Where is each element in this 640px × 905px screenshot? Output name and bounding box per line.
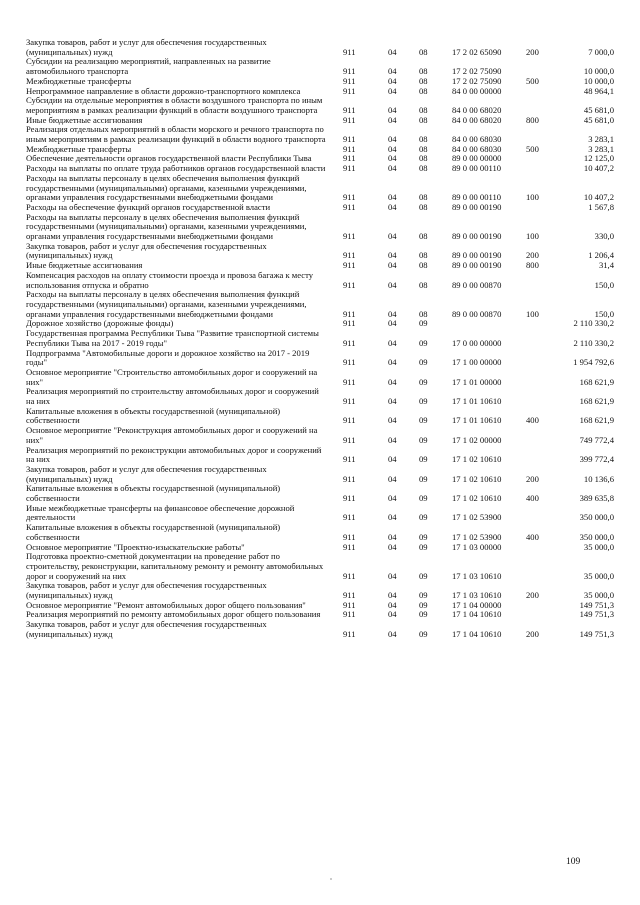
section-cell: 04 xyxy=(388,590,397,601)
amount-cell: 1 206,4 xyxy=(588,250,614,261)
amount-cell: 10 000,0 xyxy=(583,75,614,86)
amount-cell: 1 567,8 xyxy=(588,201,614,212)
table-row xyxy=(26,465,616,484)
section-cell: 04 xyxy=(388,454,397,465)
table-row xyxy=(26,552,616,581)
table-row xyxy=(26,387,616,406)
target-article-cell: 89 0 00 00870 xyxy=(452,279,502,290)
subsection-cell: 08 xyxy=(419,143,428,154)
item-name-cell: Иные межбюджетные трансферты на финансовое обеспечение дорожной деятельности xyxy=(26,502,295,523)
subsection-cell: 09 xyxy=(419,512,428,523)
subsection-cell: 08 xyxy=(419,163,428,174)
item-name-cell: Закупка товаров, работ и услуг для обеспечения государственных (муниципальных) нужд xyxy=(26,463,267,484)
target-article-cell: 17 1 01 10610 xyxy=(452,396,502,407)
section-cell: 04 xyxy=(388,46,397,57)
item-name-cell: Основное мероприятие "Ремонт автомобильных дорог общего пользования" xyxy=(26,599,306,610)
section-cell: 04 xyxy=(388,599,397,610)
target-article-cell: 17 1 01 00000 xyxy=(452,376,502,387)
scan-speck xyxy=(330,878,332,880)
amount-cell: 350 000,0 xyxy=(579,512,614,523)
amount-cell: 31,4 xyxy=(598,260,614,271)
admin-code-cell: 911 xyxy=(343,396,356,407)
expense-type-cell: 200 xyxy=(526,473,539,484)
target-article-cell: 17 1 00 00000 xyxy=(452,357,502,368)
amount-cell: 45 681,0 xyxy=(583,114,614,125)
target-article-cell: 17 1 02 53900 xyxy=(452,531,502,542)
target-article-cell: 17 1 02 10610 xyxy=(452,493,502,504)
target-article-cell: 89 0 00 00190 xyxy=(452,201,502,212)
subsection-cell: 09 xyxy=(419,454,428,465)
table-row xyxy=(26,484,616,503)
section-cell: 04 xyxy=(388,163,397,174)
target-article-cell: 84 0 00 68030 xyxy=(452,134,502,145)
section-cell: 04 xyxy=(388,415,397,426)
amount-cell: 168 621,9 xyxy=(579,396,614,407)
table-row xyxy=(26,426,616,445)
section-cell: 04 xyxy=(388,531,397,542)
section-cell: 04 xyxy=(388,570,397,581)
item-name-cell: Расходы на выплаты персоналу в целях обеспечения выполнения функций государственными (муниципальными) органами, казенными учреждениями, органами управления государственными внебюджетными фондами xyxy=(26,211,307,242)
target-article-cell: 89 0 00 00000 xyxy=(452,153,502,164)
amount-cell: 10 407,2 xyxy=(583,163,614,174)
section-cell: 04 xyxy=(388,473,397,484)
section-cell: 04 xyxy=(388,628,397,639)
budget-table xyxy=(26,38,616,640)
subsection-cell: 09 xyxy=(419,434,428,445)
expense-type-cell: 500 xyxy=(526,75,539,86)
section-cell: 04 xyxy=(388,434,397,445)
subsection-cell: 08 xyxy=(419,153,428,164)
section-cell: 04 xyxy=(388,66,397,77)
expense-type-cell: 800 xyxy=(526,114,539,125)
target-article-cell: 17 1 04 00000 xyxy=(452,599,502,610)
amount-cell: 3 283,1 xyxy=(588,134,614,145)
amount-cell: 149 751,3 xyxy=(579,609,614,620)
amount-cell: 389 635,8 xyxy=(579,493,614,504)
amount-cell: 150,0 xyxy=(594,279,614,290)
target-article-cell: 17 1 01 10610 xyxy=(452,415,502,426)
amount-cell: 3 283,1 xyxy=(588,143,614,154)
expense-type-cell: 800 xyxy=(526,260,539,271)
table-row xyxy=(26,349,616,368)
section-cell: 04 xyxy=(388,143,397,154)
admin-code-cell: 911 xyxy=(343,337,356,348)
expense-type-cell: 200 xyxy=(526,250,539,261)
section-cell: 04 xyxy=(388,260,397,271)
item-name-cell: Расходы на выплаты персоналу в целях обеспечения выполнения функций государственными (муниципальными) органами, казенными учреждениями, органами управления государственными внебюджетными фондами xyxy=(26,172,307,203)
section-cell: 04 xyxy=(388,493,397,504)
table-row xyxy=(26,329,616,348)
section-cell: 04 xyxy=(388,357,397,368)
amount-cell: 168 621,9 xyxy=(579,376,614,387)
subsection-cell: 09 xyxy=(419,493,428,504)
subsection-cell: 09 xyxy=(419,531,428,542)
item-name-cell: Реализация отдельных мероприятий в области морского и речного транспорта по иным мероприятиям в рамках реализации функций в области водного транспорта xyxy=(26,124,326,145)
subsection-cell: 08 xyxy=(419,250,428,261)
subsection-cell: 08 xyxy=(419,231,428,242)
expense-type-cell: 200 xyxy=(526,46,539,57)
admin-code-cell: 911 xyxy=(343,454,356,465)
subsection-cell: 09 xyxy=(419,318,428,329)
admin-code-cell: 911 xyxy=(343,163,356,174)
admin-code-cell: 911 xyxy=(343,493,356,504)
admin-code-cell: 911 xyxy=(343,201,356,212)
admin-code-cell: 911 xyxy=(343,609,356,620)
admin-code-cell: 911 xyxy=(343,153,356,164)
amount-cell: 7 000,0 xyxy=(588,46,614,57)
admin-code-cell: 911 xyxy=(343,531,356,542)
subsection-cell: 08 xyxy=(419,134,428,145)
admin-code-cell: 911 xyxy=(343,357,356,368)
item-name-cell: Закупка товаров, работ и услуг для обеспечения государственных (муниципальных) нужд xyxy=(26,580,267,601)
target-article-cell: 17 1 03 10610 xyxy=(452,590,502,601)
subsection-cell: 09 xyxy=(419,609,428,620)
subsection-cell: 09 xyxy=(419,599,428,610)
subsection-cell: 09 xyxy=(419,376,428,387)
admin-code-cell: 911 xyxy=(343,434,356,445)
subsection-cell: 08 xyxy=(419,114,428,125)
amount-cell: 1 954 792,6 xyxy=(573,357,614,368)
target-article-cell: 17 2 02 75090 xyxy=(452,66,502,77)
item-name-cell: Закупка товаров, работ и услуг для обеспечения государственных (муниципальных) нужд xyxy=(26,240,267,261)
item-name-cell: Иные бюджетные ассигнования xyxy=(26,114,143,125)
admin-code-cell: 911 xyxy=(343,134,356,145)
target-article-cell: 84 0 00 00000 xyxy=(452,85,502,96)
item-name-cell: Подготовка проектно-сметной документации на проведение работ по строительству, реконструкции, капитальному ремонту и ремонту автомобильных дорог и сооружений на них xyxy=(26,551,324,581)
expense-type-cell: 200 xyxy=(526,590,539,601)
amount-cell: 149 751,3 xyxy=(579,628,614,639)
item-name-cell: Непрограммное направление в области дорожно-транспортного комплекса xyxy=(26,85,301,96)
target-article-cell: 17 1 02 53900 xyxy=(452,512,502,523)
page-number: 109 xyxy=(566,857,581,867)
target-article-cell: 17 1 02 10610 xyxy=(452,454,502,465)
target-article-cell: 84 0 00 68020 xyxy=(452,114,502,125)
table-row xyxy=(26,581,616,600)
amount-cell: 35 000,0 xyxy=(583,590,614,601)
item-name-cell: Основное мероприятие "Строительство автомобильных дорог и сооружений на них" xyxy=(26,366,318,387)
amount-cell: 35 000,0 xyxy=(583,570,614,581)
admin-code-cell: 911 xyxy=(343,85,356,96)
item-name-cell: Капитальные вложения в объекты государственной (муниципальной) собственности xyxy=(26,522,281,542)
subsection-cell: 08 xyxy=(419,201,428,212)
subsection-cell: 08 xyxy=(419,192,428,203)
section-cell: 04 xyxy=(388,512,397,523)
admin-code-cell: 911 xyxy=(343,250,356,261)
table-row xyxy=(26,38,616,57)
expense-type-cell: 400 xyxy=(526,531,539,542)
admin-code-cell: 911 xyxy=(343,231,356,242)
admin-code-cell: 911 xyxy=(343,279,356,290)
admin-code-cell: 911 xyxy=(343,260,356,271)
section-cell: 04 xyxy=(388,396,397,407)
admin-code-cell: 911 xyxy=(343,415,356,426)
table-row xyxy=(26,174,616,203)
section-cell: 04 xyxy=(388,104,397,115)
item-name-cell: Реализация мероприятий по реконструкции автомобильных дорог и сооружений на них xyxy=(26,444,322,465)
subsection-cell: 08 xyxy=(419,75,428,86)
expense-type-cell: 200 xyxy=(526,628,539,639)
section-cell: 04 xyxy=(388,609,397,620)
item-name-cell: Реализация мероприятий по ремонту автомобильных дорог общего пользования xyxy=(26,609,321,620)
subsection-cell: 09 xyxy=(419,337,428,348)
subsection-cell: 08 xyxy=(419,85,428,96)
table-row xyxy=(26,407,616,426)
admin-code-cell: 911 xyxy=(343,308,356,319)
admin-code-cell: 911 xyxy=(343,628,356,639)
target-article-cell: 89 0 00 00870 xyxy=(452,308,502,319)
admin-code-cell: 911 xyxy=(343,512,356,523)
section-cell: 04 xyxy=(388,134,397,145)
section-cell: 04 xyxy=(388,231,397,242)
amount-cell: 149 751,3 xyxy=(579,599,614,610)
item-name-cell: Реализация мероприятий по строительству автомобильных дорог и сооружений на них xyxy=(26,386,319,407)
item-name-cell: Субсидии на реализацию мероприятий, направленных на развитие автомобильного транспорта xyxy=(26,56,271,77)
amount-cell: 150,0 xyxy=(594,308,614,319)
table-row xyxy=(26,368,616,387)
section-cell: 04 xyxy=(388,337,397,348)
amount-cell: 749 772,4 xyxy=(579,434,614,445)
target-article-cell: 89 0 00 00190 xyxy=(452,250,502,261)
item-name-cell: Иные бюджетные ассигнования xyxy=(26,260,143,271)
admin-code-cell: 911 xyxy=(343,541,356,552)
amount-cell: 48 964,1 xyxy=(583,85,614,96)
amount-cell: 10 407,2 xyxy=(583,192,614,203)
table-row xyxy=(26,125,616,144)
target-article-cell: 84 0 00 68020 xyxy=(452,104,502,115)
section-cell: 04 xyxy=(388,376,397,387)
target-article-cell: 17 1 03 10610 xyxy=(452,570,502,581)
subsection-cell: 09 xyxy=(419,590,428,601)
amount-cell: 2 110 330,2 xyxy=(573,337,614,348)
target-article-cell: 17 1 03 00000 xyxy=(452,541,502,552)
expense-type-cell: 400 xyxy=(526,415,539,426)
admin-code-cell: 911 xyxy=(343,192,356,203)
target-article-cell: 84 0 00 68030 xyxy=(452,143,502,154)
item-name-cell: Закупка товаров, работ и услуг для обеспечения государственных (муниципальных) нужд xyxy=(26,619,267,639)
item-name-cell: Основное мероприятие "Проектно-изыскательские работы" xyxy=(26,541,245,552)
admin-code-cell: 911 xyxy=(343,473,356,484)
subsection-cell: 09 xyxy=(419,415,428,426)
section-cell: 04 xyxy=(388,250,397,261)
admin-code-cell: 911 xyxy=(343,318,356,329)
item-name-cell: Государственная программа Республики Тыва "Развитие транспортной системы Республики Тыва на 2017 - 2019 годы" xyxy=(26,328,319,348)
amount-cell: 35 000,0 xyxy=(583,541,614,552)
target-article-cell: 17 1 02 00000 xyxy=(452,434,502,445)
section-cell: 04 xyxy=(388,153,397,164)
table-row xyxy=(26,290,616,319)
table-row xyxy=(26,523,616,542)
expense-type-cell: 400 xyxy=(526,493,539,504)
admin-code-cell: 911 xyxy=(343,66,356,77)
table-row xyxy=(26,271,616,290)
amount-cell: 399 772,4 xyxy=(579,454,614,465)
table-row xyxy=(26,96,616,115)
item-name-cell: Субсидии на отдельные мероприятия в области воздушного транспорта по иным мероприятиям в рамках реализации функций в области воздушного транспорта xyxy=(26,95,323,115)
item-name-cell: Закупка товаров, работ и услуг для обеспечения государственных (муниципальных) нужд xyxy=(26,37,267,57)
admin-code-cell: 911 xyxy=(343,114,356,125)
subsection-cell: 09 xyxy=(419,628,428,639)
item-name-cell: Дорожное хозяйство (дорожные фонды) xyxy=(26,318,174,329)
amount-cell: 45 681,0 xyxy=(583,104,614,115)
item-name-cell: Капитальные вложения в объекты государственной (муниципальной) собственности xyxy=(26,483,281,504)
subsection-cell: 08 xyxy=(419,104,428,115)
admin-code-cell: 911 xyxy=(343,376,356,387)
table-row xyxy=(26,446,616,465)
subsection-cell: 09 xyxy=(419,541,428,552)
admin-code-cell: 911 xyxy=(343,143,356,154)
item-name-cell: Подпрограмма "Автомобильные дороги и дорожное хозяйство на 2017 - 2019 годы" xyxy=(26,347,310,368)
expense-type-cell: 100 xyxy=(526,231,539,242)
section-cell: 04 xyxy=(388,85,397,96)
item-name-cell: Межбюджетные трансферты xyxy=(26,75,132,86)
subsection-cell: 08 xyxy=(419,279,428,290)
table-row xyxy=(26,57,616,76)
item-name-cell: Основное мероприятие "Реконструкция автомобильных дорог и сооружений на них" xyxy=(26,425,318,445)
section-cell: 04 xyxy=(388,192,397,203)
subsection-cell: 09 xyxy=(419,396,428,407)
table-row xyxy=(26,213,616,242)
section-cell: 04 xyxy=(388,279,397,290)
item-name-cell: Капитальные вложения в объекты государственной (муниципальной) собственности xyxy=(26,405,281,426)
target-article-cell: 89 0 00 00190 xyxy=(452,231,502,242)
target-article-cell: 17 2 02 65090 xyxy=(452,46,502,57)
subsection-cell: 09 xyxy=(419,357,428,368)
target-article-cell: 17 0 00 00000 xyxy=(452,337,502,348)
expense-type-cell: 100 xyxy=(526,192,539,203)
section-cell: 04 xyxy=(388,75,397,86)
expense-type-cell: 100 xyxy=(526,308,539,319)
target-article-cell: 89 0 00 00110 xyxy=(452,163,502,174)
amount-cell: 2 110 330,2 xyxy=(573,318,614,329)
target-article-cell: 17 1 04 10610 xyxy=(452,628,502,639)
amount-cell: 10 136,6 xyxy=(583,473,614,484)
section-cell: 04 xyxy=(388,541,397,552)
admin-code-cell: 911 xyxy=(343,570,356,581)
table-row xyxy=(26,242,616,261)
amount-cell: 350 000,0 xyxy=(579,531,614,542)
subsection-cell: 08 xyxy=(419,46,428,57)
table-row xyxy=(26,504,616,523)
subsection-cell: 09 xyxy=(419,473,428,484)
item-name-cell: Расходы на выплаты по оплате труда работников органов государственной власти xyxy=(26,163,326,174)
expense-type-cell: 500 xyxy=(526,143,539,154)
item-name-cell: Обеспечение деятельности органов государственной власти Республики Тыва xyxy=(26,153,312,164)
target-article-cell: 17 1 02 10610 xyxy=(452,473,502,484)
amount-cell: 10 000,0 xyxy=(583,66,614,77)
section-cell: 04 xyxy=(388,201,397,212)
item-name-cell: Расходы на выплаты персоналу в целях обеспечения выполнения функций государственными (муниципальными) органами, казенными учреждениями, органами управления государственными внебюджетными фондами xyxy=(26,289,307,319)
target-article-cell: 89 0 00 00190 xyxy=(452,260,502,271)
item-name-cell: Компенсация расходов на оплату стоимости проезда и провоза багажа к месту использования отпуска и обратно xyxy=(26,269,314,290)
item-name-cell: Межбюджетные трансферты xyxy=(26,143,132,154)
item-name-cell: Расходы на обеспечение функций органов государственной власти xyxy=(26,201,271,212)
section-cell: 04 xyxy=(388,114,397,125)
subsection-cell: 08 xyxy=(419,260,428,271)
section-cell: 04 xyxy=(388,318,397,329)
subsection-cell: 08 xyxy=(419,308,428,319)
subsection-cell: 08 xyxy=(419,66,428,77)
admin-code-cell: 911 xyxy=(343,590,356,601)
target-article-cell: 89 0 00 00110 xyxy=(452,192,502,203)
section-cell: 04 xyxy=(388,308,397,319)
admin-code-cell: 911 xyxy=(343,75,356,86)
subsection-cell: 09 xyxy=(419,570,428,581)
target-article-cell: 17 2 02 75090 xyxy=(452,75,502,86)
target-article-cell: 17 1 04 10610 xyxy=(452,609,502,620)
amount-cell: 330,0 xyxy=(594,231,614,242)
admin-code-cell: 911 xyxy=(343,104,356,115)
amount-cell: 168 621,9 xyxy=(579,415,614,426)
admin-code-cell: 911 xyxy=(343,599,356,610)
table-row xyxy=(26,620,616,639)
admin-code-cell: 911 xyxy=(343,46,356,57)
amount-cell: 12 125,0 xyxy=(583,153,614,164)
